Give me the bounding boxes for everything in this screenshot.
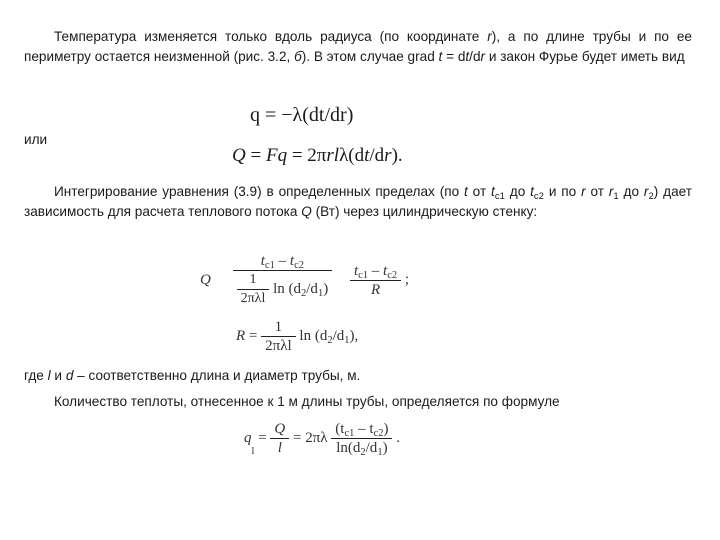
var-t: t bbox=[364, 145, 370, 166]
text: и закон Фурье будет иметь вид bbox=[485, 49, 685, 64]
text: Интегрирование уравнения (3.9) в определенных пределах (по bbox=[54, 184, 465, 199]
var-r: r bbox=[581, 184, 586, 199]
sub: 1 bbox=[613, 191, 619, 202]
fraction bbox=[261, 318, 296, 355]
formula-fourier: q = −λ(dt/dr) bbox=[250, 104, 354, 126]
paragraph-2 bbox=[24, 182, 692, 222]
sub: 1 bbox=[377, 447, 383, 458]
sub: 2 bbox=[648, 191, 654, 202]
text: (Вт) через цилиндрическую стенку: bbox=[311, 204, 538, 219]
denominator bbox=[331, 439, 392, 457]
var-R: R bbox=[236, 328, 246, 344]
var-t: t bbox=[383, 262, 388, 279]
var-q: q bbox=[244, 430, 252, 446]
paragraph-1 bbox=[24, 27, 692, 67]
text: до bbox=[618, 184, 644, 199]
sub: c2 bbox=[294, 260, 304, 271]
sub: c1 bbox=[494, 191, 505, 202]
text: /d bbox=[369, 145, 385, 166]
var-t: t bbox=[260, 253, 265, 269]
text: /d bbox=[469, 49, 481, 64]
text: ) дает зависимость для расчета теплового потока bbox=[24, 184, 692, 219]
fraction-numerator bbox=[350, 262, 401, 281]
sub: 1 bbox=[317, 287, 324, 299]
var-t: t bbox=[464, 184, 468, 199]
var-F: F bbox=[265, 145, 278, 166]
numerator: 1 bbox=[261, 318, 296, 337]
var-q: q bbox=[277, 145, 288, 166]
formula-heat-flow bbox=[232, 145, 403, 167]
paragraph-3 bbox=[24, 366, 692, 386]
fraction-denominator bbox=[233, 271, 333, 308]
var-Q: Q bbox=[232, 145, 246, 166]
var-Q: Q bbox=[200, 271, 211, 288]
var-l: l bbox=[277, 440, 282, 456]
ln: ln bbox=[273, 280, 285, 297]
text: – bbox=[274, 253, 290, 269]
sub: c1 bbox=[264, 260, 275, 271]
text: = bbox=[254, 430, 271, 446]
fraction-numerator bbox=[233, 252, 333, 271]
sub: c2 bbox=[373, 428, 384, 439]
sub: 2 bbox=[360, 447, 366, 458]
text: = bbox=[245, 145, 266, 166]
var-t: t bbox=[465, 49, 470, 64]
denominator bbox=[270, 439, 289, 457]
text: /d bbox=[306, 280, 318, 297]
var-t: t bbox=[289, 253, 295, 269]
text: – bbox=[368, 262, 384, 279]
formula-cylinder-flow bbox=[200, 252, 409, 308]
var-t: t bbox=[491, 184, 495, 199]
var-b: б bbox=[294, 49, 302, 64]
fraction-2 bbox=[350, 262, 401, 299]
numerator bbox=[270, 420, 289, 439]
text: ; bbox=[404, 271, 410, 288]
text: и по bbox=[543, 184, 582, 199]
var-l: l bbox=[333, 145, 340, 166]
text: /d bbox=[365, 440, 378, 456]
text: и bbox=[50, 368, 66, 383]
sub: c1 bbox=[358, 269, 369, 281]
var-r: r bbox=[480, 49, 486, 64]
numerator-1: 1 bbox=[237, 271, 270, 290]
fraction-denominator bbox=[350, 281, 401, 299]
text: ln(d bbox=[336, 440, 361, 456]
fraction-1 bbox=[233, 252, 333, 308]
fraction-2 bbox=[331, 420, 392, 457]
var-R: R bbox=[370, 281, 381, 298]
text: Температура изменяется только вдоль радиуса (по координате bbox=[54, 29, 488, 44]
text: до bbox=[504, 184, 531, 199]
text: = bbox=[245, 328, 262, 344]
text: (t bbox=[335, 421, 345, 437]
text: ). bbox=[391, 145, 403, 166]
var-r: r bbox=[643, 184, 649, 199]
text: (d bbox=[288, 280, 302, 297]
var-r: r bbox=[326, 145, 334, 166]
ln: ln bbox=[299, 328, 312, 344]
formula-linear-flow bbox=[244, 420, 400, 457]
text: ). В этом случае grad bbox=[301, 49, 439, 64]
formula-resistance bbox=[236, 318, 358, 355]
text: λ(d bbox=[339, 145, 365, 166]
sub: c2 bbox=[387, 269, 398, 281]
denominator: 2πλl bbox=[265, 338, 292, 354]
text: . bbox=[396, 430, 400, 446]
text: от bbox=[585, 184, 609, 199]
var-t: t bbox=[530, 184, 534, 199]
denominator: 2πλl bbox=[240, 291, 266, 306]
sub: 1 bbox=[344, 335, 350, 346]
paragraph-4: Количество теплоты, отнесенное к 1 м длины трубы, определяется по формуле bbox=[54, 394, 560, 409]
text: = 2π bbox=[287, 145, 327, 166]
var-r: r bbox=[487, 29, 492, 44]
sub: 2 bbox=[301, 287, 307, 299]
text: ) bbox=[382, 440, 388, 456]
var-t: t bbox=[353, 262, 359, 279]
sub: c1 bbox=[344, 428, 355, 439]
var-r: r bbox=[384, 145, 392, 166]
var-r: r bbox=[608, 184, 614, 199]
numerator bbox=[331, 420, 392, 439]
word-ili: или bbox=[24, 132, 48, 147]
var-t: t bbox=[438, 49, 443, 64]
var-Q: Q bbox=[274, 421, 286, 437]
text: ), а по длине трубы и по ее периметру остается неизменной (рис. 3.2, bbox=[24, 29, 692, 64]
text: – соответственно длина и диаметр трубы, м. bbox=[73, 368, 361, 383]
fraction-1 bbox=[270, 420, 289, 457]
text: , bbox=[354, 328, 359, 344]
text: где bbox=[24, 368, 48, 383]
text: = 2πλ bbox=[292, 430, 328, 446]
sub: l bbox=[251, 445, 255, 457]
text: ) bbox=[349, 328, 355, 344]
text: (d bbox=[314, 328, 328, 344]
text: /d bbox=[332, 328, 345, 344]
ln-term bbox=[299, 328, 358, 344]
inner-fraction bbox=[237, 271, 270, 308]
text: ) bbox=[323, 280, 329, 297]
sub: c2 bbox=[533, 191, 544, 202]
sub: 2 bbox=[327, 335, 333, 346]
var-Q: Q bbox=[301, 204, 312, 219]
text: – t bbox=[354, 421, 374, 437]
text: = d bbox=[442, 49, 466, 64]
var-d: d bbox=[65, 368, 74, 383]
var-l: l bbox=[47, 368, 51, 383]
text: ) bbox=[383, 421, 389, 437]
text: от bbox=[467, 184, 492, 199]
